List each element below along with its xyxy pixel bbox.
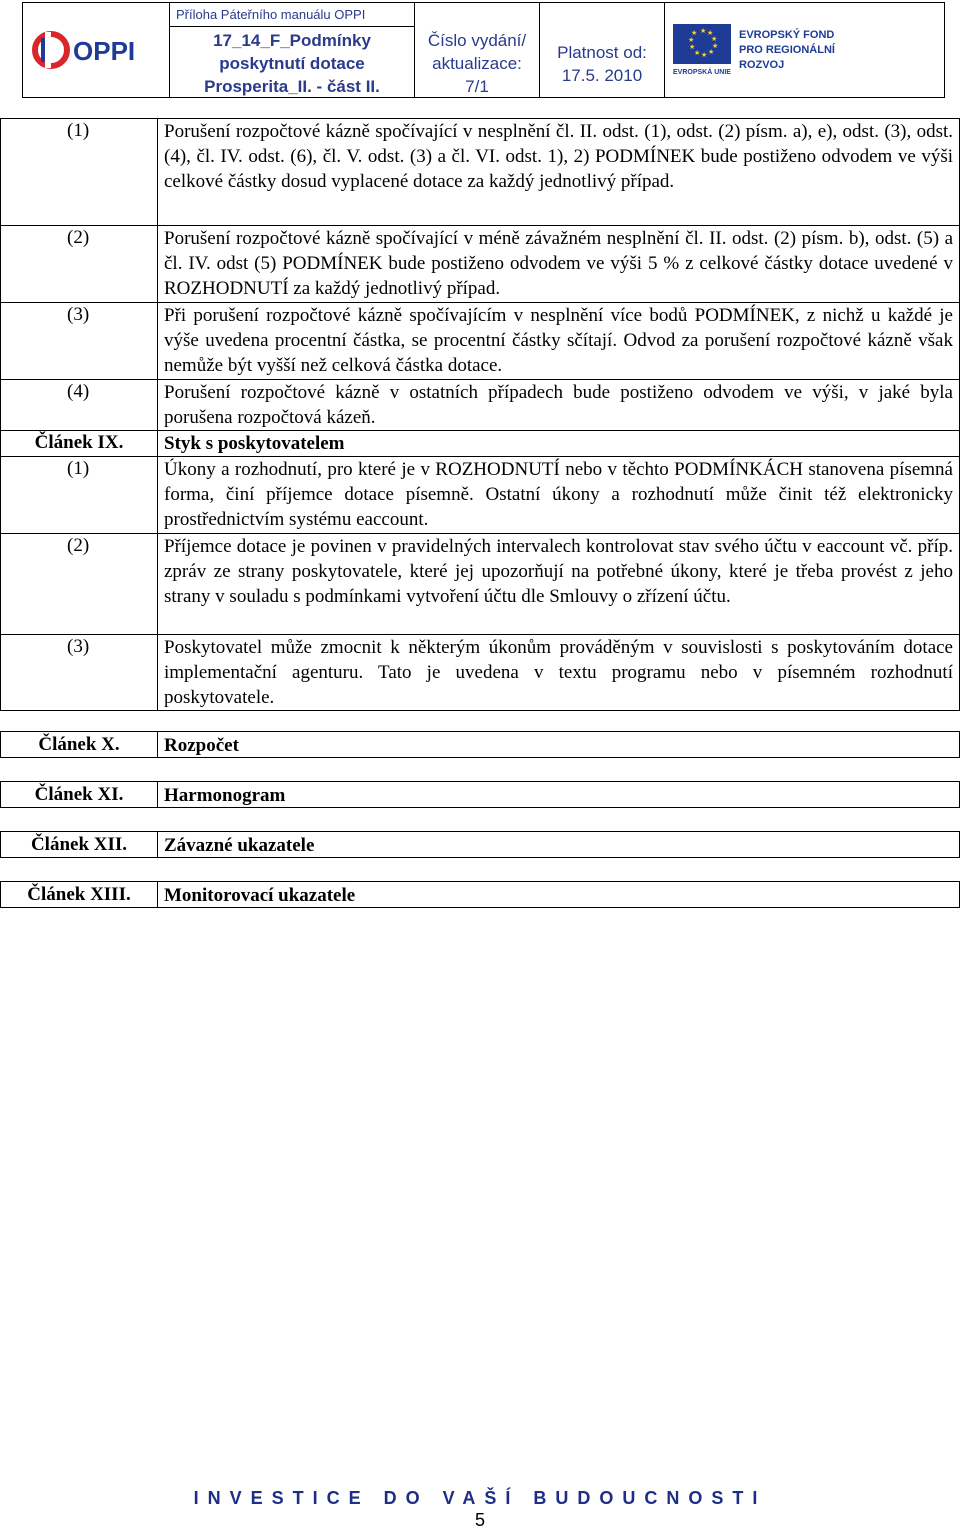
eu-flag-icon (673, 24, 731, 64)
article-heading-row (1, 430, 959, 456)
svg-text:★: ★ (712, 42, 719, 50)
oppi-logo-icon (31, 26, 161, 74)
eu-fund-line: ROZVOJ (739, 58, 785, 71)
paragraph-number: (3) (1, 303, 158, 379)
article-title: Monitorovací ukazatele (164, 885, 356, 906)
footer-slogan: INVESTICE DO VAŠÍ BUDOUCNOSTI (193, 1488, 767, 1508)
paragraph-number: (1) (1, 119, 158, 225)
article-heading-row (0, 881, 960, 908)
table-row (1, 634, 959, 710)
paragraph-text: Příjemce dotace je povinen v pravidelných intervalech kontrolovat stav svého účtu v eaccount vč. příp. zpráv ze strany poskytovatele, které jej upozorňují na potřebné úkony, které je třeba provést z jeho strany v souladu s podmínkami vytvoření účtu dle Smlouvy o zřízení účtu. (164, 536, 953, 607)
eu-fund-line: EVROPSKÝ FOND (739, 28, 835, 41)
document-header (22, 2, 945, 98)
svg-text:★: ★ (694, 49, 701, 57)
eu-union-label: EVROPSKÁ UNIE (673, 69, 731, 76)
svg-text:★: ★ (701, 51, 708, 59)
article-number: Článek XIII. (1, 882, 158, 907)
svg-text:★: ★ (708, 48, 715, 56)
article-heading-row (0, 781, 960, 808)
oppi-logo (23, 3, 170, 97)
article-number: Článek IX. (1, 431, 158, 456)
paragraph-text: Porušení rozpočtové kázně v ostatních případech bude postiženo odvodem ve výši, v jaké byla porušena rozpočtová kázeň. (164, 382, 953, 428)
version-cell (415, 3, 540, 97)
article-number: Článek X. (1, 732, 158, 757)
svg-text:★: ★ (691, 29, 698, 37)
doc-title-line: 17_14_F_Podmínky (213, 31, 371, 50)
table-row (1, 456, 959, 533)
svg-text:★: ★ (689, 43, 696, 51)
paragraph-text: Při porušení rozpočtové kázně spočívajícím v nesplnění více bodů PODMÍNEK, z nichž u každé je výše uvedena procentní částka, se procentní částky sčítají. Odvod za porušení rozpočtové kázně však nemůže být vyšší než celková částka dotace. (164, 305, 953, 376)
svg-text:OPPI: OPPI (73, 36, 136, 66)
doc-title-line: Prosperita_II. - část II. (204, 77, 380, 96)
svg-text:★: ★ (711, 35, 718, 43)
article-title: Styk s poskytovatelem (164, 433, 345, 454)
svg-text:★: ★ (707, 29, 714, 37)
article-number: Článek XI. (1, 782, 158, 807)
article-heading-row (0, 831, 960, 858)
table-row (1, 119, 959, 225)
paragraph-text: Porušení rozpočtové kázně spočívající v méně závažném nesplnění čl. II. odst. (2) písm. b), odst. (5) a čl. IV. odst (5) PODMÍNEK bude postiženo odvodem ve výši 5 % z celkové částky dotace uvedené v ROZHODNUTÍ za každý jednotlivý případ. (164, 228, 953, 299)
validity-label: Platnost od: (557, 43, 647, 62)
paragraph-text: Úkony a rozhodnutí, pro které je v ROZHODNUTÍ nebo v těchto PODMÍNKÁCH stanovena písemná forma, činí příjemce dotace písemně. Ostatní úkony a rozhodnutí může činit též elektronicky prostřednictvím systému eaccount. (164, 459, 953, 530)
article-heading-row (0, 731, 960, 758)
page-number: 5 (474, 1510, 485, 1528)
paragraph-number: (2) (1, 226, 158, 302)
version-label: Číslo vydání/ (427, 31, 527, 50)
paragraph-number: (3) (1, 635, 158, 710)
version-value: 7/1 (465, 77, 489, 96)
paragraph-text: Poskytovatel může zmocnit k některým úkonům prováděným v souvislosti s poskytováním dotace implementační agenturu. Tato je uvedena v textu programu nebo v písemném rozhodnutí poskytovatele. (164, 637, 953, 708)
article-title: Harmonogram (164, 785, 286, 806)
version-label: aktualizace: (432, 54, 522, 73)
validity-date: 17.5. 2010 (561, 66, 643, 85)
paragraph-number: (2) (1, 534, 158, 634)
paragraph-text: Porušení rozpočtové kázně spočívající v nesplnění čl. II. odst. (1), odst. (2) písm. a), e), odst. (3), odst. (4), čl. IV. odst. (6), čl. V. odst. (3) a čl. VI. odst. 1), 2) PODMÍNEK bude postiženo odvodem ve výši celkové částky dosud vyplacené dotace za každý jednotlivý případ. (164, 121, 953, 192)
table-row (1, 379, 959, 430)
manual-label: Příloha Páteřního manuálu OPPI (170, 3, 414, 27)
eu-fund-logo (665, 3, 944, 97)
paragraph-number: (1) (1, 457, 158, 533)
eu-fund-line: PRO REGIONÁLNÍ (739, 43, 835, 56)
table-row (1, 302, 959, 379)
article-title: Závazné ukazatele (164, 835, 315, 856)
validity-cell (540, 3, 665, 97)
paragraph-number: (4) (1, 380, 158, 430)
svg-text:★: ★ (700, 27, 707, 35)
table-row (1, 533, 959, 634)
table-row (1, 225, 959, 302)
article-number: Článek XII. (1, 832, 158, 857)
document-title-cell (170, 3, 415, 97)
doc-title-line: poskytnutí dotace (219, 54, 365, 73)
conditions-table (0, 118, 960, 711)
article-title: Rozpočet (164, 735, 239, 756)
svg-text:★: ★ (688, 36, 695, 44)
